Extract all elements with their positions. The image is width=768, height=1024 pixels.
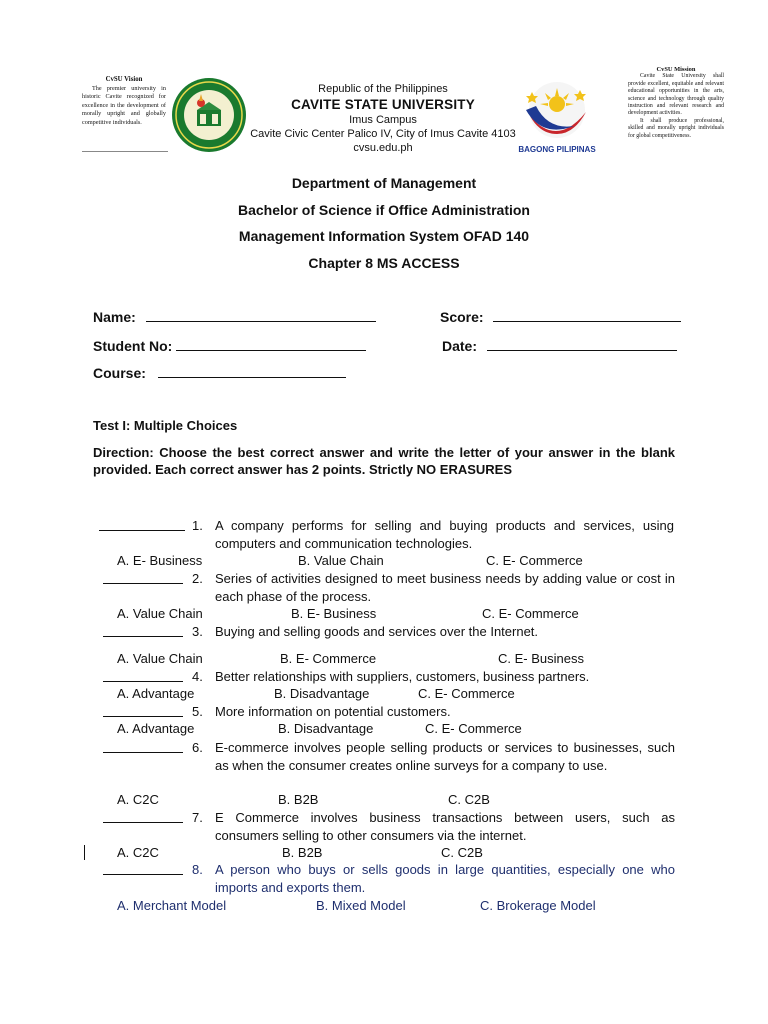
republic-line: Republic of the Philippines (318, 83, 448, 95)
score-field (440, 307, 681, 325)
answer-blank-4[interactable] (103, 669, 183, 682)
name-label: Name: (93, 309, 136, 325)
option-b: B. Disadvantage (274, 686, 370, 701)
answer-blank-5[interactable] (103, 704, 183, 717)
test-direction: Direction: Choose the best correct answer and write the letter of your answer in the blank provided. Each correct answer has 2 points. Strictly NO ERASURES (93, 445, 675, 477)
option-c: C. Brokerage Model (480, 898, 596, 913)
option-a: A. Advantage (117, 721, 195, 736)
name-blank[interactable] (146, 307, 376, 322)
question-text: E-commerce involves people selling products or services to businesses, such as when the consumer creates online surveys for a company to use. (215, 740, 675, 773)
mission-block (628, 66, 724, 140)
question-number: 3. (192, 624, 203, 639)
vision-block (82, 76, 166, 128)
question-text: Series of activities designed to meet business needs by adding value or cost in each phase of the process. (215, 571, 675, 604)
question-number: 5. (192, 704, 203, 719)
campus-name: Imus Campus (349, 114, 417, 126)
option-b: B. E- Commerce (280, 651, 377, 666)
course-label: Course: (93, 365, 146, 381)
bagong-pilipinas-text: BAGONG PILIPINAS (518, 145, 596, 154)
question-number: 6. (192, 740, 203, 755)
website: cvsu.edu.ph (353, 142, 413, 154)
divider (82, 151, 168, 152)
vision-title: CvSU Vision (105, 76, 143, 83)
question-number: 1. (192, 518, 203, 533)
question-number: 2. (192, 571, 203, 586)
test-heading: Test I: Multiple Choices (93, 418, 238, 433)
option-b: B. E- Business (291, 606, 377, 621)
question-text: Better relationships with suppliers, customers, business partners. (215, 669, 590, 684)
date-label: Date: (442, 338, 478, 354)
option-a: A. Value Chain (117, 651, 203, 666)
chapter-title: Chapter 8 MS ACCESS (308, 255, 460, 271)
answer-blank-6[interactable] (103, 740, 183, 753)
student-no-field (93, 336, 366, 354)
mission-paragraph-2: It shall produce professional, skilled and morally upright individuals for global competitiveness. (628, 117, 724, 139)
answer-blank-7[interactable] (103, 810, 183, 823)
answer-blank-8[interactable] (103, 862, 183, 875)
question-text: Buying and selling goods and services over the Internet. (215, 624, 539, 639)
option-a: A. C2C (117, 792, 159, 807)
option-b: B. B2B (278, 792, 319, 807)
name-field (93, 307, 376, 325)
option-b: B. Mixed Model (316, 898, 406, 913)
answer-blank-1[interactable] (99, 518, 185, 531)
option-c: C. E- Commerce (425, 721, 522, 736)
option-a: A. C2C (117, 845, 159, 860)
campus-address: Cavite Civic Center Palico IV, City of Imus Cavite 4103 (250, 128, 516, 140)
question-text: E Commerce involves business transactions between users, such as consumers selling to other consumers via the internet. (215, 810, 675, 843)
mission-paragraph-1: Cavite State University shall provide excellent, equitable and relevant educational opportunities in the arts, science and technology through quality instruction and relevant research and development activities. (628, 73, 724, 117)
option-c: C. E- Commerce (486, 553, 583, 568)
course-blank[interactable] (158, 363, 346, 378)
answer-blank-2[interactable] (103, 571, 183, 584)
student-no-label: Student No: (93, 338, 173, 354)
vision-body: The premier university in historic Cavite recognized for excellence in the development of morally upright and globally competitive individuals. (82, 84, 166, 126)
mission-title: CvSU Mission (656, 66, 696, 73)
option-a: A. Value Chain (117, 606, 203, 621)
university-header (240, 82, 526, 155)
question-text: A person who buys or sells goods in large quantities, especially one who imports and exports them. (215, 862, 675, 895)
score-blank[interactable] (493, 307, 681, 322)
text-cursor (84, 845, 85, 860)
question-number: 7. (192, 810, 203, 825)
answer-blank-3[interactable] (103, 624, 183, 637)
date-blank[interactable] (487, 336, 677, 351)
department-title: Department of Management (291, 175, 477, 191)
option-b: B. Disadvantage (278, 721, 374, 736)
score-label: Score: (440, 309, 484, 325)
course-title: Management Information System OFAD 140 (238, 228, 530, 244)
option-a: A. Merchant Model (117, 898, 227, 913)
option-c: C. E- Commerce (418, 686, 515, 701)
option-c: C. C2B (448, 792, 490, 807)
program-title: Bachelor of Science if Office Administration (238, 202, 530, 218)
question-number: 8. (192, 862, 203, 877)
date-field (442, 336, 677, 354)
question-text: A company performs for selling and buying products and services, using computers and communication technologies. (215, 518, 674, 551)
university-name: CAVITE STATE UNIVERSITY (291, 97, 475, 112)
option-b: B. Value Chain (298, 553, 384, 568)
course-field (93, 363, 346, 381)
option-a: A. E- Business (117, 553, 203, 568)
option-b: B. B2B (282, 845, 323, 860)
option-a: A. Advantage (117, 686, 195, 701)
student-no-blank[interactable] (176, 336, 366, 351)
option-c: C. E- Commerce (482, 606, 579, 621)
bagong-pilipinas-logo (508, 76, 606, 156)
question-number: 4. (192, 669, 203, 684)
question-text: More information on potential customers. (215, 704, 451, 719)
cvsu-seal-logo (170, 76, 248, 154)
option-c: C. C2B (441, 845, 483, 860)
option-c: C. E- Business (498, 651, 584, 666)
